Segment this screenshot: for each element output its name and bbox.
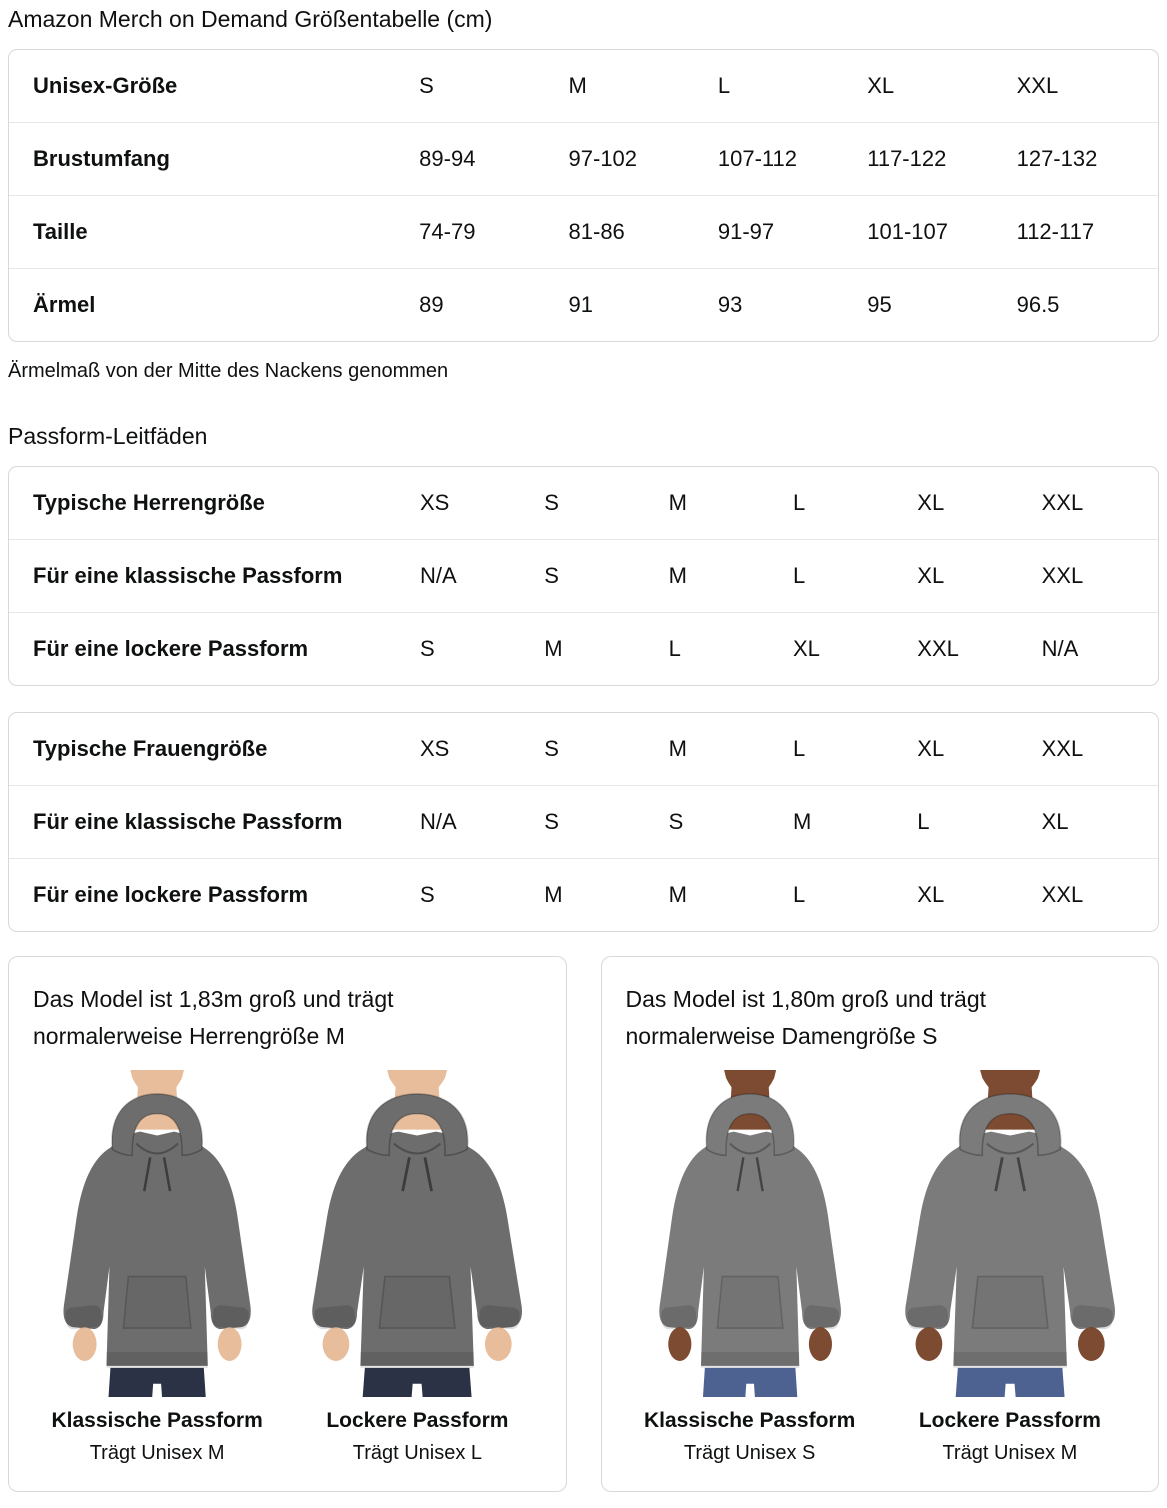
size-value-cell: XXL xyxy=(1034,540,1158,613)
size-header-cell: S xyxy=(544,736,559,761)
male-classic-fit-hoodie-photo xyxy=(33,1070,281,1398)
size-value-cell: N/A xyxy=(412,540,536,613)
size-header-cell: XS xyxy=(419,490,450,515)
model-photos-row xyxy=(33,1070,542,1466)
size-value-cell: 107-112 xyxy=(710,123,859,196)
size-value-cell: 74-79 xyxy=(411,196,560,269)
table-row xyxy=(9,467,1158,540)
loose-fit-model xyxy=(886,1070,1134,1466)
size-value-cell: M xyxy=(536,859,660,932)
size-value-cell: 117-122 xyxy=(859,123,1008,196)
size-header-cell: XXL xyxy=(1041,736,1084,761)
size-value-cell: XXL xyxy=(1034,859,1158,932)
size-value-cell: M xyxy=(661,540,785,613)
fit-type-label: Klassische Passform xyxy=(51,1409,263,1433)
wears-size-label: Trägt Unisex M xyxy=(89,1442,225,1465)
size-value-cell: M xyxy=(661,859,785,932)
row-label: Typische Herrengröße xyxy=(33,490,265,515)
row-label: Für eine lockere Passform xyxy=(9,613,412,686)
size-header-cell: L xyxy=(717,73,731,98)
size-value-cell: 89-94 xyxy=(411,123,560,196)
size-value-cell: 97-102 xyxy=(561,123,710,196)
table-row xyxy=(9,50,1158,123)
size-value-cell: L xyxy=(785,859,909,932)
size-header-cell: M xyxy=(568,73,587,98)
size-value-cell: XL xyxy=(909,859,1033,932)
size-value-cell: XL xyxy=(909,540,1033,613)
female-classic-fit-hoodie-photo xyxy=(626,1070,874,1398)
size-value-cell: 101-107 xyxy=(859,196,1008,269)
size-value-cell: N/A xyxy=(412,786,536,859)
size-value-cell: XL xyxy=(785,613,909,686)
fit-type-label: Lockere Passform xyxy=(326,1409,509,1433)
size-header-cell: M xyxy=(668,736,687,761)
classic-fit-model xyxy=(33,1070,281,1466)
wears-size-label: Trägt Unisex S xyxy=(683,1442,816,1465)
page-title: Amazon Merch on Demand Größentabelle (cm) xyxy=(8,6,493,32)
size-header-cell: L xyxy=(792,736,806,761)
model-cards-row xyxy=(8,956,1159,1492)
size-header-cell: S xyxy=(544,490,559,515)
male-model-card xyxy=(8,956,567,1492)
size-value-cell: L xyxy=(909,786,1033,859)
size-value-cell: XXL xyxy=(909,613,1033,686)
row-label: Unisex-Größe xyxy=(33,73,178,98)
size-value-cell: 81-86 xyxy=(561,196,710,269)
model-photos-row xyxy=(626,1070,1135,1466)
size-header-cell: XXL xyxy=(1016,73,1059,98)
size-value-cell: 95 xyxy=(859,269,1008,342)
size-header-cell: XXL xyxy=(1041,490,1084,515)
size-value-cell: L xyxy=(661,613,785,686)
row-label: Für eine lockere Passform xyxy=(9,859,412,932)
female-model-card xyxy=(601,956,1160,1492)
size-header-cell: XL xyxy=(867,73,895,98)
table-row xyxy=(9,540,1158,613)
mens-fit-table xyxy=(8,466,1159,686)
row-label: Typische Frauengröße xyxy=(33,736,268,761)
sleeve-measurement-note: Ärmelmaß von der Mitte des Nackens genommen xyxy=(8,360,449,382)
table-row xyxy=(9,123,1158,196)
wears-size-label: Trägt Unisex M xyxy=(942,1442,1078,1465)
fit-type-label: Lockere Passform xyxy=(918,1409,1101,1433)
wears-size-label: Trägt Unisex L xyxy=(352,1442,483,1465)
row-label: Taille xyxy=(9,196,411,269)
table-row xyxy=(9,269,1158,342)
table-row xyxy=(9,786,1158,859)
size-value-cell: 89 xyxy=(411,269,560,342)
model-card-description: Das Model ist 1,80m groß und trägt normalerweise Damengröße S xyxy=(625,986,986,1050)
size-value-cell: S xyxy=(661,786,785,859)
size-value-cell: S xyxy=(536,786,660,859)
fit-type-label: Klassische Passform xyxy=(643,1409,856,1433)
male-loose-fit-hoodie-photo xyxy=(293,1070,541,1398)
size-header-cell: M xyxy=(668,490,687,515)
size-value-cell: S xyxy=(412,613,536,686)
size-value-cell: S xyxy=(536,540,660,613)
female-loose-fit-hoodie-photo xyxy=(886,1070,1134,1398)
loose-fit-model xyxy=(293,1070,541,1466)
classic-fit-model xyxy=(626,1070,874,1466)
size-header-cell: XL xyxy=(917,736,945,761)
size-header-cell: L xyxy=(792,490,806,515)
fit-guides-heading: Passform-Leitfäden xyxy=(8,423,208,449)
size-value-cell: N/A xyxy=(1034,613,1158,686)
row-label: Für eine klassische Passform xyxy=(9,540,412,613)
size-value-cell: 91 xyxy=(561,269,710,342)
womens-fit-table xyxy=(8,712,1159,932)
size-header-cell: S xyxy=(419,73,434,98)
row-label: Ärmel xyxy=(9,269,411,342)
size-value-cell: L xyxy=(785,540,909,613)
table-row xyxy=(9,713,1158,786)
row-label: Brustumfang xyxy=(9,123,411,196)
model-card-description: Das Model ist 1,83m groß und trägt normalerweise Herrengröße M xyxy=(33,986,394,1050)
size-value-cell: M xyxy=(785,786,909,859)
size-value-cell: XL xyxy=(1034,786,1158,859)
size-value-cell: 96.5 xyxy=(1009,269,1158,342)
size-value-cell: M xyxy=(536,613,660,686)
size-value-cell: 91-97 xyxy=(710,196,859,269)
row-label: Für eine klassische Passform xyxy=(9,786,412,859)
size-value-cell: 93 xyxy=(710,269,859,342)
table-row xyxy=(9,196,1158,269)
table-row xyxy=(9,859,1158,932)
size-value-cell: S xyxy=(412,859,536,932)
size-header-cell: XS xyxy=(419,736,450,761)
size-header-cell: XL xyxy=(917,490,945,515)
size-value-cell: 112-117 xyxy=(1009,196,1158,269)
size-value-cell: 127-132 xyxy=(1009,123,1158,196)
table-row xyxy=(9,613,1158,686)
size-table xyxy=(8,49,1159,342)
